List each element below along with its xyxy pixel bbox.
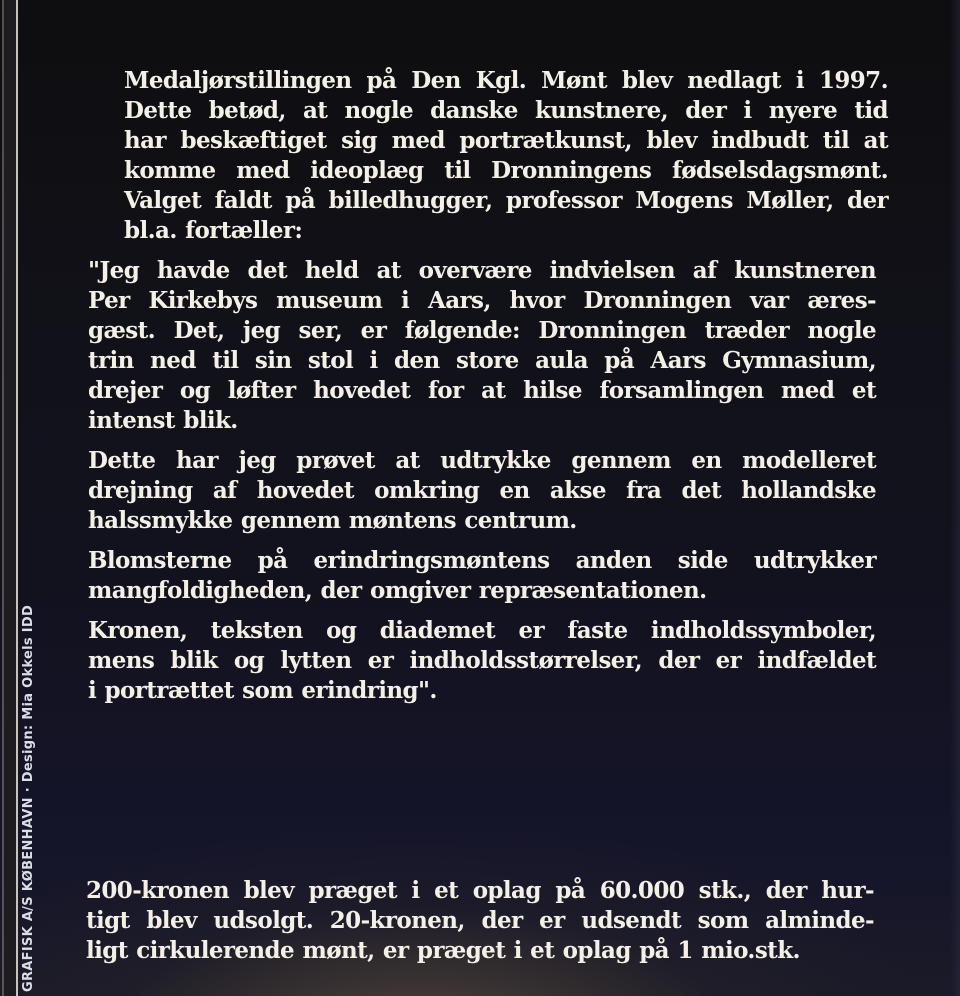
text-line: Per Kirkebys museum i Aars, hvor Dronningen var æres- <box>88 287 876 314</box>
text-line: Dette betød, at nogle danske kunstnere, der i nyere tid <box>124 97 888 124</box>
mintage-text <box>86 876 874 966</box>
spine-rule <box>16 0 18 996</box>
spine-band <box>4 0 16 996</box>
text-line: i portrættet som erindring". <box>88 677 437 704</box>
intro-paragraph <box>124 66 888 256</box>
page-edge <box>950 0 960 996</box>
text-line: 200-kronen blev præget i et oplag på 60.000 stk., der hur- <box>86 877 874 904</box>
text-line: har beskæftiget sig med portrætkunst, blev indbudt til at <box>124 127 888 154</box>
quote-paragraph <box>88 446 876 536</box>
spine-rule <box>2 0 4 996</box>
mintage-paragraph <box>86 876 874 976</box>
printer-design-credit: GRAFISK A/S KØBENHAVN · Design: Mia Okkels IDD <box>21 604 36 992</box>
text-line: Medaljørstillingen på Den Kgl. Mønt blev nedlagt i 1997. <box>124 67 888 94</box>
text-line: Kronen, teksten og diademet er faste indholdssymboler, <box>88 617 876 644</box>
text-line: drejning af hovedet omkring en akse fra det hollandske <box>88 477 876 504</box>
text-line: intenst blik. <box>88 407 238 434</box>
text-line: "Jeg havde det held at overvære indvielsen af kunstneren <box>88 257 876 284</box>
artist-quote <box>88 256 876 716</box>
text-line: Dette har jeg prøvet at udtrykke gennem en modelleret <box>88 447 876 474</box>
quote-paragraph <box>88 256 876 436</box>
text-line: mangfoldigheden, der omgiver repræsentationen. <box>88 577 707 604</box>
text-line: drejer og løfter hovedet for at hilse forsamlingen med et <box>88 377 876 404</box>
text-line: Blomsterne på erindringsmøntens anden side udtrykker <box>88 547 876 574</box>
intro-text <box>124 66 888 246</box>
text-line: ligt cirkulerende mønt, er præget i et oplag på 1 mio.stk. <box>86 937 800 964</box>
quote-paragraph <box>88 616 876 706</box>
text-line: halssmykke gennem møntens centrum. <box>88 507 577 534</box>
text-line: trin ned til sin stol i den store aula på Aars Gymnasium, <box>88 347 876 374</box>
text-line: gæst. Det, jeg ser, er følgende: Dronningen træder nogle <box>88 317 876 344</box>
text-line: Valget faldt på billedhugger, professor Mogens Møller, der <box>124 187 888 214</box>
text-line: bl.a. fortæller: <box>124 217 303 244</box>
text-line: tigt blev udsolgt. 20-kronen, der er udsendt som alminde- <box>86 907 874 934</box>
quote-paragraph <box>88 546 876 606</box>
text-line: mens blik og lytten er indholdsstørrelser, der er indfældet <box>88 647 876 674</box>
text-line: komme med ideoplæg til Dronningens fødselsdagsmønt. <box>124 157 888 184</box>
